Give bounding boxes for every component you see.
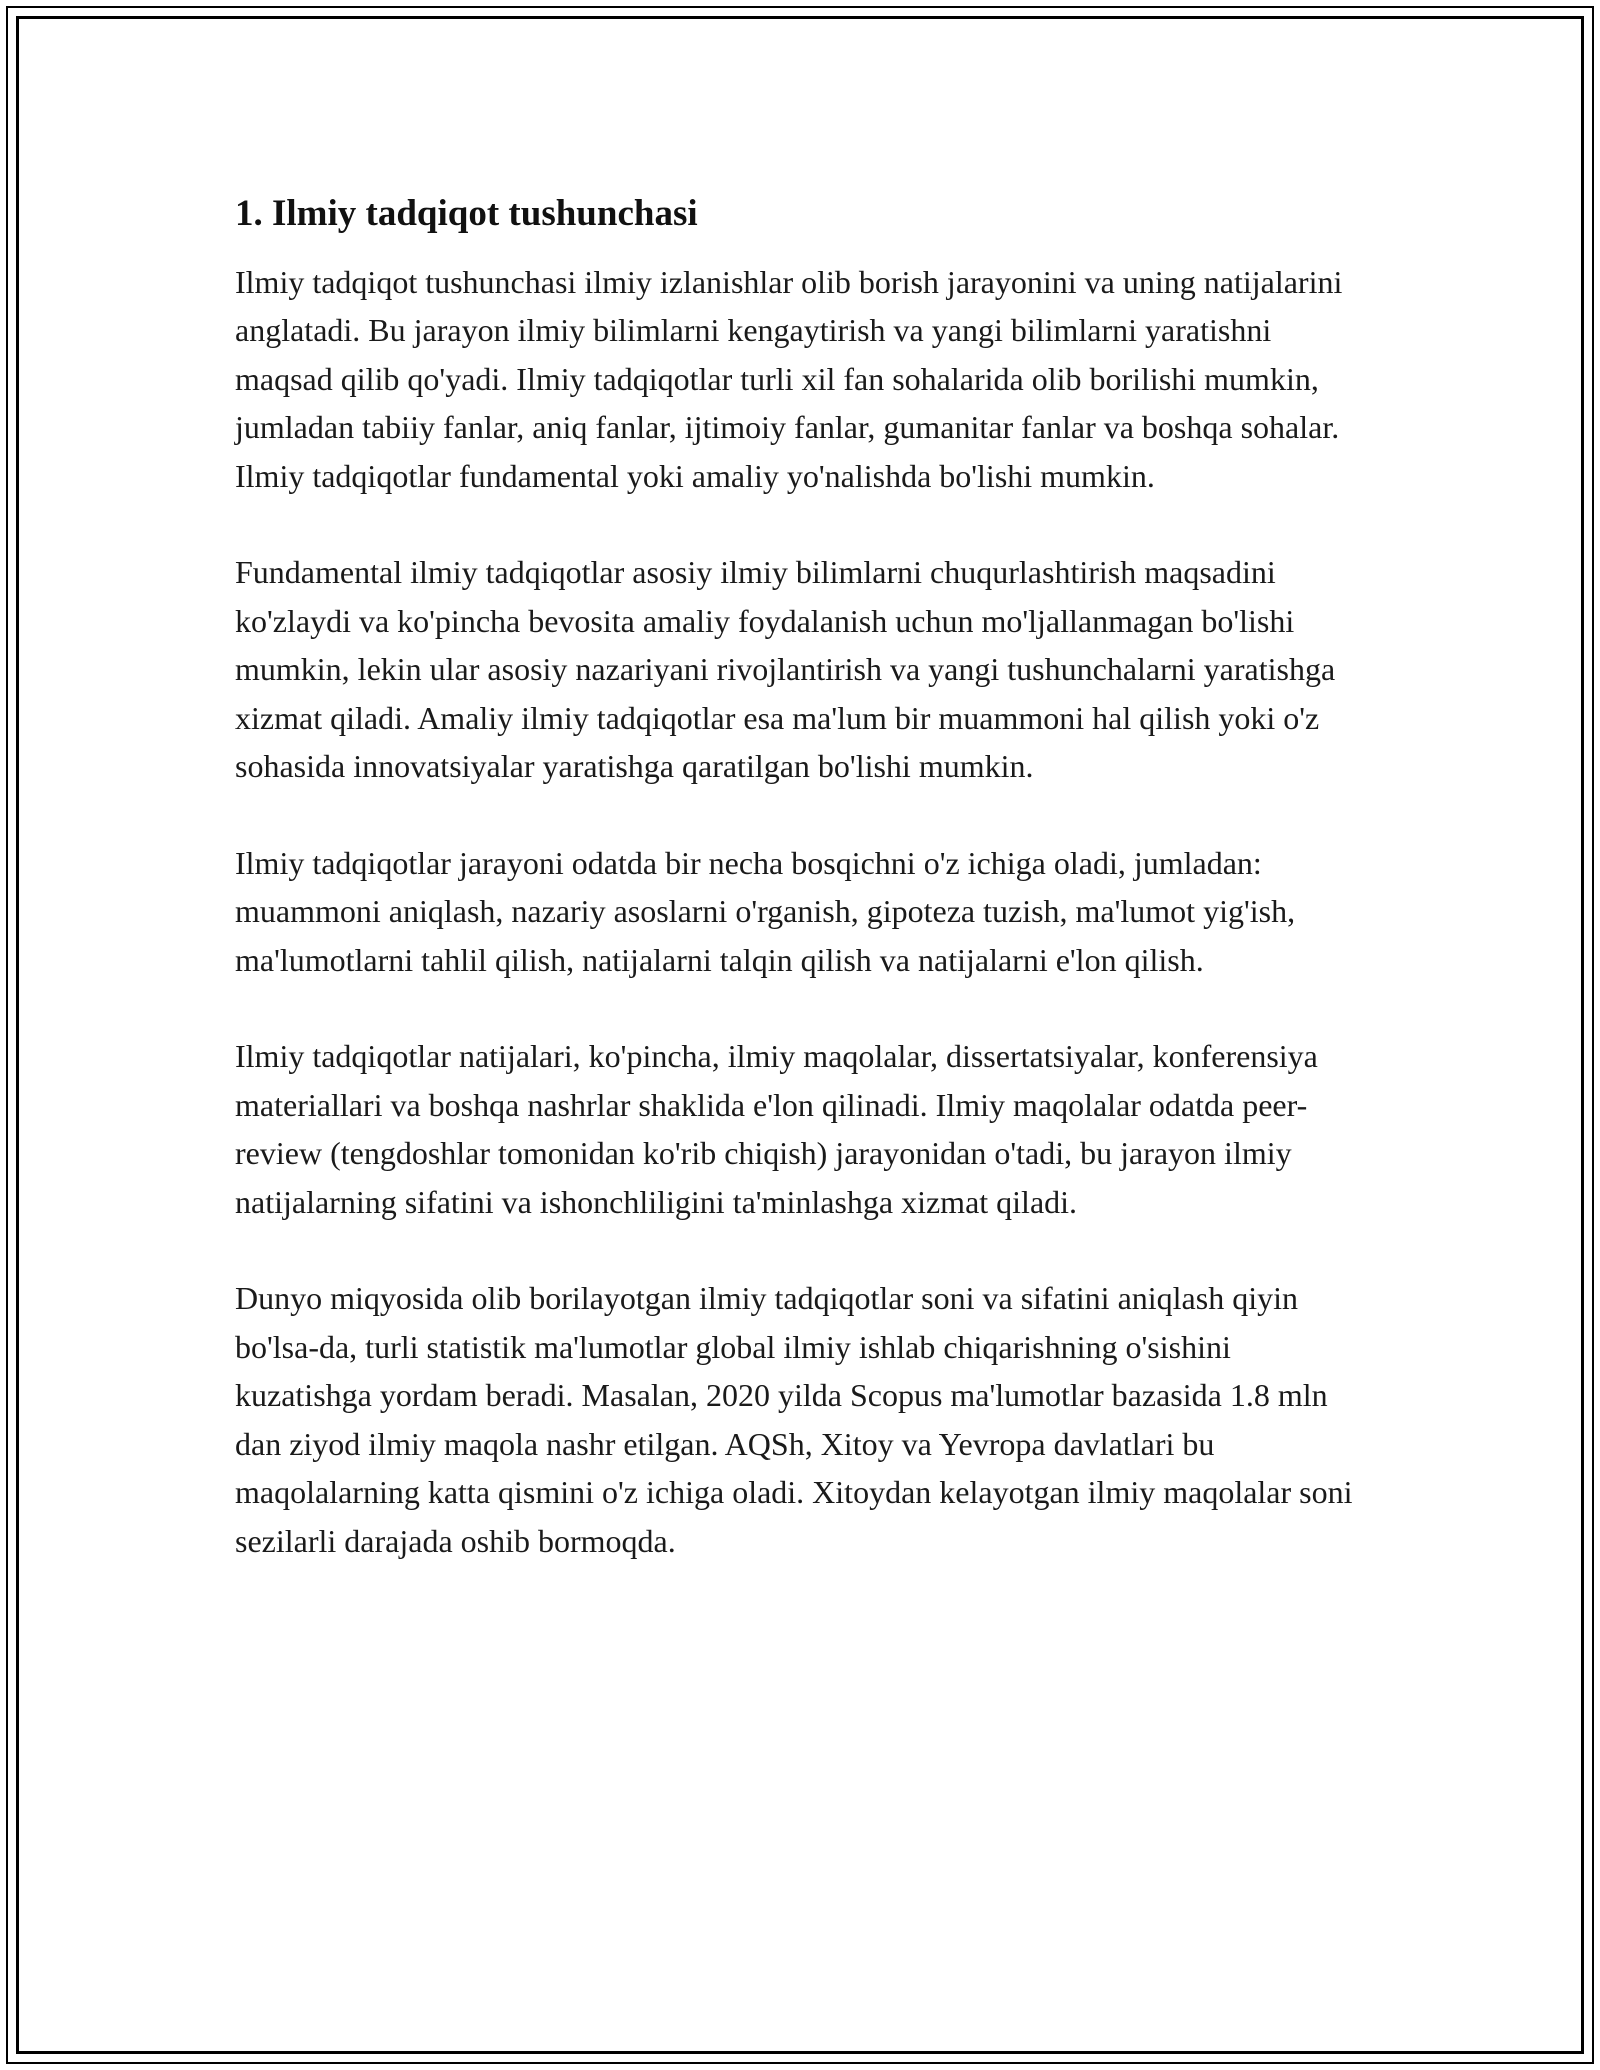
paragraph-4: Ilmiy tadqiqotlar natijalari, ko'pincha, ilmiy maqolalar, dissertatsiyalar, konferensiya materiallari va boshqa nashrlar shaklida e'lon qilinadi. Ilmiy maqolalar odatda peer-review (tengdoshlar tomonidan ko'rib chiqish) jarayonidan o'tadi, bu jarayon ilmiy natijalarning sifatini va ishonchliligini ta'minlashga xizmat qiladi. <box>235 1038 1318 1220</box>
paragraph-1: Ilmiy tadqiqot tushunchasi ilmiy izlanishlar olib borish jarayonini va uning natijalarini anglatadi. Bu jarayon ilmiy bilimlarni kengaytirish va yangi bilimlarni yaratishni maqsad qilib qo'yadi. Ilmiy tadqiqotlar turli xil fan sohalarida olib borilishi mumkin, jumladan tabiiy fanlar, aniq fanlar, ijtimoiy fanlar, gumanitar fanlar va boshqa sohalar. Ilmiy tadqiqotlar fundamental yoki amaliy yo'nalishda bo'lishi mumkin. <box>235 264 1343 494</box>
paragraph-3: Ilmiy tadqiqotlar jarayoni odatda bir necha bosqichni o'z ichiga oladi, jumladan: muammoni aniqlash, nazariy asoslarni o'rganish, gipoteza tuzish, ma'lumot yig'ish, ma'lumotlarni tahlil qilish, natijalarni talqin qilish va natijalarni e'lon qilish. <box>235 844 1296 978</box>
paragraph-5: Dunyo miqyosida olib borilayotgan ilmiy tadqiqotlar soni va sifatini aniqlash qiyin bo'lsa-da, turli statistik ma'lumotlar global ilmiy ishlab chiqarishning o'sishini kuzatishga yordam beradi. Masalan, 2020 yilda Scopus ma'lumotlar bazasida 1.8 mln dan ziyod ilmiy maqola nashr etilgan. AQSh, Xitoy va Yevropa davlatlari bu maqolalarning katta qismini o'z ichiga oladi. Xitoydan kelayotgan ilmiy maqolalar soni sezilarli darajada oshib bormoqda. <box>235 1280 1353 1559</box>
document-body <box>235 190 1365 1565</box>
paragraph-2: Fundamental ilmiy tadqiqotlar asosiy ilmiy bilimlarni chuqurlashtirish maqsadini ko'zlaydi va ko'pincha bevosita amaliy foydalanish uchun mo'ljallanmagan bo'lishi mumkin, lekin ular asosiy nazariyani rivojlantirish va yangi tushunchalarni yaratishga xizmat qiladi. Amaliy ilmiy tadqiqotlar esa ma'lum bir muammoni hal qilish yoki o'z sohasida innovatsiyalar yaratishga qaratilgan bo'lishi mumkin. <box>235 554 1336 785</box>
section-heading: 1. Ilmiy tadqiqot tushunchasi <box>235 193 698 234</box>
